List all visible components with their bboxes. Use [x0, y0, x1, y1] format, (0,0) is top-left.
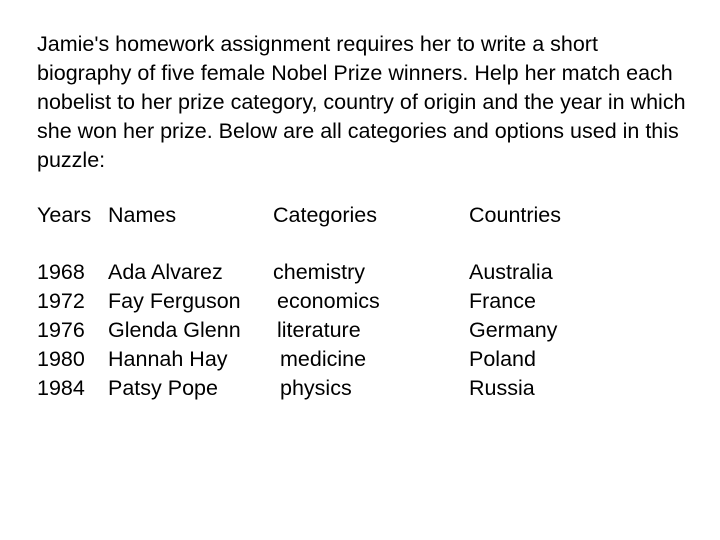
- name-item: Hannah Hay: [108, 347, 228, 371]
- categories-column: [273, 258, 380, 403]
- category-item: chemistry: [273, 260, 365, 284]
- name-item: Fay Ferguson: [108, 289, 241, 313]
- country-item: Poland: [469, 347, 536, 371]
- header-categories: Categories: [273, 203, 377, 227]
- puzzle-intro-text: Jamie's homework assignment requires her to write a short biography of five female Nobel Prize winners. Help her match each nobelist to her prize category, country of origin and the year in which she won her prize. Below are all categories and options used in this puzzle:: [37, 32, 686, 172]
- header-years: Years: [37, 203, 92, 227]
- header-names: Names: [108, 203, 177, 227]
- countries-column: [469, 258, 557, 403]
- years-column: [37, 258, 85, 403]
- name-item: Patsy Pope: [108, 376, 218, 400]
- country-item: Germany: [469, 318, 558, 342]
- year-item: 1984: [37, 376, 85, 400]
- category-item: economics: [277, 289, 380, 313]
- year-item: 1968: [37, 260, 85, 284]
- category-item: literature: [277, 318, 361, 342]
- country-item: Russia: [469, 376, 535, 400]
- header-countries: Countries: [469, 203, 562, 227]
- category-item: physics: [280, 376, 352, 400]
- country-item: France: [469, 289, 536, 313]
- name-item: Glenda Glenn: [108, 318, 241, 342]
- year-item: 1976: [37, 318, 85, 342]
- country-item: Australia: [469, 260, 553, 284]
- year-item: 1980: [37, 347, 85, 371]
- names-column: [108, 258, 241, 403]
- category-item: medicine: [280, 347, 367, 371]
- year-item: 1972: [37, 289, 85, 313]
- name-item: Ada Alvarez: [108, 260, 223, 284]
